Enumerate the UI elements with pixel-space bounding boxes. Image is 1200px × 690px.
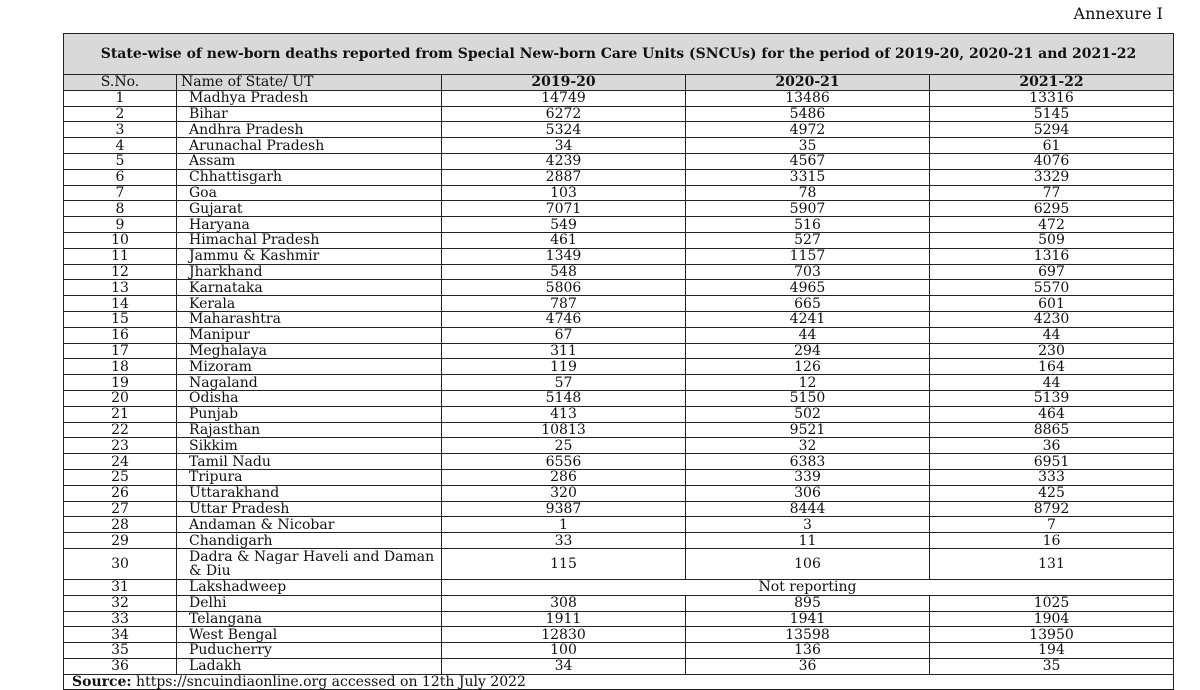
cell-sno: 29: [64, 533, 177, 549]
cell-2021-22: 44: [930, 375, 1174, 391]
cell-state-name: Tripura: [177, 469, 442, 485]
table-row: [64, 201, 1174, 217]
cell-sno: 9: [64, 217, 177, 233]
cell-sno: 11: [64, 248, 177, 264]
cell-sno: 24: [64, 454, 177, 470]
cell-2021-22: 131: [930, 548, 1174, 579]
cell-state-name: Ladakh: [177, 658, 442, 674]
cell-2019-20: 12830: [442, 627, 686, 643]
table-row: [64, 185, 1174, 201]
cell-sno: 16: [64, 327, 177, 343]
cell-2021-22: 697: [930, 264, 1174, 280]
table-row: [64, 643, 1174, 659]
cell-state-name: Jharkhand: [177, 264, 442, 280]
cell-2019-20: 320: [442, 485, 686, 501]
source-text: https://sncuindiaonline.org accessed on 12th July 2022: [131, 674, 526, 690]
cell-2020-21: 35: [686, 138, 930, 154]
cell-2021-22: 13950: [930, 627, 1174, 643]
table-row: [64, 327, 1174, 343]
cell-sno: 35: [64, 643, 177, 659]
cell-sno: 23: [64, 438, 177, 454]
cell-state-name: Lakshadweep: [177, 579, 442, 595]
cell-2021-22: 425: [930, 485, 1174, 501]
cell-2019-20: 4239: [442, 153, 686, 169]
table-row: [64, 138, 1174, 154]
table-row: [64, 264, 1174, 280]
cell-2020-21: 6383: [686, 454, 930, 470]
cell-2020-21: 4567: [686, 153, 930, 169]
cell-2019-20: 5324: [442, 122, 686, 138]
cell-2021-22: 1904: [930, 611, 1174, 627]
cell-state-name: West Bengal: [177, 627, 442, 643]
table-row: [64, 232, 1174, 248]
cell-2020-21: 13598: [686, 627, 930, 643]
cell-sno: 4: [64, 138, 177, 154]
cell-sno: 32: [64, 595, 177, 611]
cell-2021-22: 333: [930, 469, 1174, 485]
cell-2020-21: 294: [686, 343, 930, 359]
cell-sno: 5: [64, 153, 177, 169]
cell-2019-20: 9387: [442, 501, 686, 517]
table-row: [64, 406, 1174, 422]
table-row: [64, 217, 1174, 233]
cell-2019-20: 5148: [442, 390, 686, 406]
cell-state-name: Tamil Nadu: [177, 454, 442, 470]
cell-sno: 15: [64, 311, 177, 327]
cell-2021-22: 8792: [930, 501, 1174, 517]
cell-2019-20: 1: [442, 517, 686, 533]
cell-2020-21: 4965: [686, 280, 930, 296]
cell-2020-21: 1941: [686, 611, 930, 627]
cell-2019-20: 1911: [442, 611, 686, 627]
cell-2020-21: 339: [686, 469, 930, 485]
cell-sno: 26: [64, 485, 177, 501]
cell-2021-22: 7: [930, 517, 1174, 533]
cell-2021-22: 194: [930, 643, 1174, 659]
cell-2020-21: 13486: [686, 90, 930, 106]
header-row: [64, 75, 1174, 91]
cell-state-name: Chandigarh: [177, 533, 442, 549]
cell-2020-21: 4241: [686, 311, 930, 327]
cell-2019-20: 787: [442, 296, 686, 312]
cell-sno: 17: [64, 343, 177, 359]
table-row: [64, 595, 1174, 611]
cell-2019-20: 548: [442, 264, 686, 280]
table-row: [64, 438, 1174, 454]
cell-state-name: Kerala: [177, 296, 442, 312]
cell-2019-20: 4746: [442, 311, 686, 327]
cell-2021-22: 1025: [930, 595, 1174, 611]
cell-2021-22: 4230: [930, 311, 1174, 327]
cell-sno: 7: [64, 185, 177, 201]
cell-2019-20: 57: [442, 375, 686, 391]
annexure-label: Annexure I: [1073, 4, 1163, 23]
cell-state-name: Karnataka: [177, 280, 442, 296]
header-2019-20: 2019-20: [442, 75, 686, 91]
table-row: [64, 122, 1174, 138]
cell-sno: 33: [64, 611, 177, 627]
cell-2020-21: 11: [686, 533, 930, 549]
source-note: [64, 674, 1174, 690]
table-row: [64, 469, 1174, 485]
cell-2020-21: 9521: [686, 422, 930, 438]
cell-2020-21: 516: [686, 217, 930, 233]
table-body: [64, 90, 1174, 674]
cell-2020-21: 136: [686, 643, 930, 659]
cell-sno: 21: [64, 406, 177, 422]
cell-2021-22: 1316: [930, 248, 1174, 264]
cell-sno: 20: [64, 390, 177, 406]
cell-sno: 10: [64, 232, 177, 248]
table-row: [64, 153, 1174, 169]
cell-2021-22: 4076: [930, 153, 1174, 169]
cell-sno: 34: [64, 627, 177, 643]
cell-state-name: Punjab: [177, 406, 442, 422]
header-2021-22: 2021-22: [930, 75, 1174, 91]
cell-state-name: Sikkim: [177, 438, 442, 454]
cell-2021-22: 5139: [930, 390, 1174, 406]
cell-state-name: Andhra Pradesh: [177, 122, 442, 138]
cell-2019-20: 33: [442, 533, 686, 549]
table-row: [64, 248, 1174, 264]
cell-state-name: Puducherry: [177, 643, 442, 659]
cell-sno: 1: [64, 90, 177, 106]
cell-2019-20: 119: [442, 359, 686, 375]
cell-2020-21: 126: [686, 359, 930, 375]
cell-state-name: Madhya Pradesh: [177, 90, 442, 106]
cell-sno: 19: [64, 375, 177, 391]
cell-2019-20: 34: [442, 658, 686, 674]
cell-state-name: Goa: [177, 185, 442, 201]
table-row: [64, 422, 1174, 438]
cell-2021-22: 61: [930, 138, 1174, 154]
cell-2021-22: 36: [930, 438, 1174, 454]
cell-state-name: Arunachal Pradesh: [177, 138, 442, 154]
cell-sno: 27: [64, 501, 177, 517]
cell-state-name: Maharashtra: [177, 311, 442, 327]
cell-2020-21: 3: [686, 517, 930, 533]
cell-2021-22: 509: [930, 232, 1174, 248]
cell-2021-22: 3329: [930, 169, 1174, 185]
cell-sno: 22: [64, 422, 177, 438]
cell-2020-21: 44: [686, 327, 930, 343]
cell-2019-20: 25: [442, 438, 686, 454]
cell-2019-20: 286: [442, 469, 686, 485]
cell-state-name: Dadra & Nagar Haveli and Daman & Diu: [177, 548, 442, 579]
cell-2020-21: 4972: [686, 122, 930, 138]
sncu-deaths-table: [63, 33, 1174, 690]
cell-2020-21: 8444: [686, 501, 930, 517]
cell-sno: 31: [64, 579, 177, 595]
cell-sno: 28: [64, 517, 177, 533]
cell-state-name: Haryana: [177, 217, 442, 233]
cell-sno: 36: [64, 658, 177, 674]
cell-sno: 30: [64, 548, 177, 579]
table-row: [64, 485, 1174, 501]
table-row: [64, 169, 1174, 185]
header-2020-21: 2020-21: [686, 75, 930, 91]
cell-2020-21: 5907: [686, 201, 930, 217]
cell-2019-20: 103: [442, 185, 686, 201]
table-row: [64, 90, 1174, 106]
table-row: [64, 343, 1174, 359]
cell-2020-21: 527: [686, 232, 930, 248]
cell-state-name: Uttarakhand: [177, 485, 442, 501]
table-row: [64, 106, 1174, 122]
cell-2020-21: 665: [686, 296, 930, 312]
cell-2021-22: 5294: [930, 122, 1174, 138]
table-row: [64, 375, 1174, 391]
table-row: [64, 627, 1174, 643]
table-row: [64, 579, 1174, 595]
cell-2019-20: 1349: [442, 248, 686, 264]
cell-2021-22: 77: [930, 185, 1174, 201]
document-table-container: [63, 33, 1173, 690]
cell-2019-20: 311: [442, 343, 686, 359]
cell-state-name: Meghalaya: [177, 343, 442, 359]
cell-2019-20: 2887: [442, 169, 686, 185]
cell-state-name: Bihar: [177, 106, 442, 122]
cell-2021-22: 601: [930, 296, 1174, 312]
cell-sno: 18: [64, 359, 177, 375]
cell-2019-20: 308: [442, 595, 686, 611]
cell-2021-22: 35: [930, 658, 1174, 674]
cell-2021-22: 13316: [930, 90, 1174, 106]
cell-state-name: Chhattisgarh: [177, 169, 442, 185]
cell-sno: 12: [64, 264, 177, 280]
cell-2020-21: 78: [686, 185, 930, 201]
table-row: [64, 359, 1174, 375]
cell-2020-21: 703: [686, 264, 930, 280]
cell-state-name: Manipur: [177, 327, 442, 343]
cell-2019-20: 7071: [442, 201, 686, 217]
table-row: [64, 658, 1174, 674]
cell-2020-21: 895: [686, 595, 930, 611]
cell-2021-22: 8865: [930, 422, 1174, 438]
cell-state-name: Odisha: [177, 390, 442, 406]
cell-2019-20: 34: [442, 138, 686, 154]
cell-sno: 2: [64, 106, 177, 122]
table-row: [64, 390, 1174, 406]
table-row: [64, 296, 1174, 312]
cell-2020-21: 106: [686, 548, 930, 579]
table-row: [64, 280, 1174, 296]
table-title: State-wise of new-born deaths reported from Special New-born Care Units (SNCUs) for the period of 2019-20, 2020-21 and 2021-22: [64, 34, 1174, 75]
table-row: [64, 311, 1174, 327]
cell-sno: 3: [64, 122, 177, 138]
cell-state-name: Gujarat: [177, 201, 442, 217]
cell-2021-22: 6295: [930, 201, 1174, 217]
table-row: [64, 454, 1174, 470]
source-label: Source:: [72, 674, 132, 690]
cell-2021-22: 164: [930, 359, 1174, 375]
cell-2020-21: 36: [686, 658, 930, 674]
cell-2019-20: 5806: [442, 280, 686, 296]
cell-sno: 8: [64, 201, 177, 217]
cell-2020-21: 12: [686, 375, 930, 391]
cell-2020-21: 5150: [686, 390, 930, 406]
header-name: Name of State/ UT: [177, 75, 442, 91]
cell-state-name: Telangana: [177, 611, 442, 627]
cell-2019-20: 100: [442, 643, 686, 659]
table-row: [64, 501, 1174, 517]
cell-2021-22: 230: [930, 343, 1174, 359]
cell-2021-22: 44: [930, 327, 1174, 343]
cell-2019-20: 10813: [442, 422, 686, 438]
cell-2019-20: 461: [442, 232, 686, 248]
table-row: [64, 517, 1174, 533]
cell-2019-20: 6556: [442, 454, 686, 470]
cell-state-name: Nagaland: [177, 375, 442, 391]
cell-state-name: Rajasthan: [177, 422, 442, 438]
cell-state-name: Uttar Pradesh: [177, 501, 442, 517]
cell-sno: 13: [64, 280, 177, 296]
cell-state-name: Delhi: [177, 595, 442, 611]
cell-state-name: Mizoram: [177, 359, 442, 375]
cell-sno: 14: [64, 296, 177, 312]
cell-2021-22: 464: [930, 406, 1174, 422]
header-sno: S.No.: [64, 75, 177, 91]
cell-2020-21: 1157: [686, 248, 930, 264]
cell-2019-20: 6272: [442, 106, 686, 122]
cell-sno: 6: [64, 169, 177, 185]
table-row: [64, 533, 1174, 549]
cell-2021-22: 472: [930, 217, 1174, 233]
cell-state-name: Assam: [177, 153, 442, 169]
cell-2020-21: 502: [686, 406, 930, 422]
cell-2021-22: 5145: [930, 106, 1174, 122]
cell-2019-20: 14749: [442, 90, 686, 106]
cell-state-name: Andaman & Nicobar: [177, 517, 442, 533]
table-row: [64, 548, 1174, 579]
cell-state-name: Jammu & Kashmir: [177, 248, 442, 264]
cell-sno: 25: [64, 469, 177, 485]
cell-2020-21: 306: [686, 485, 930, 501]
cell-2019-20: 413: [442, 406, 686, 422]
cell-merged-note: Not reporting: [442, 579, 1174, 595]
cell-2019-20: 67: [442, 327, 686, 343]
cell-2019-20: 115: [442, 548, 686, 579]
cell-2020-21: 32: [686, 438, 930, 454]
cell-2021-22: 16: [930, 533, 1174, 549]
cell-2020-21: 5486: [686, 106, 930, 122]
cell-2019-20: 549: [442, 217, 686, 233]
cell-2021-22: 5570: [930, 280, 1174, 296]
cell-2020-21: 3315: [686, 169, 930, 185]
table-row: [64, 611, 1174, 627]
cell-2021-22: 6951: [930, 454, 1174, 470]
cell-state-name: Himachal Pradesh: [177, 232, 442, 248]
